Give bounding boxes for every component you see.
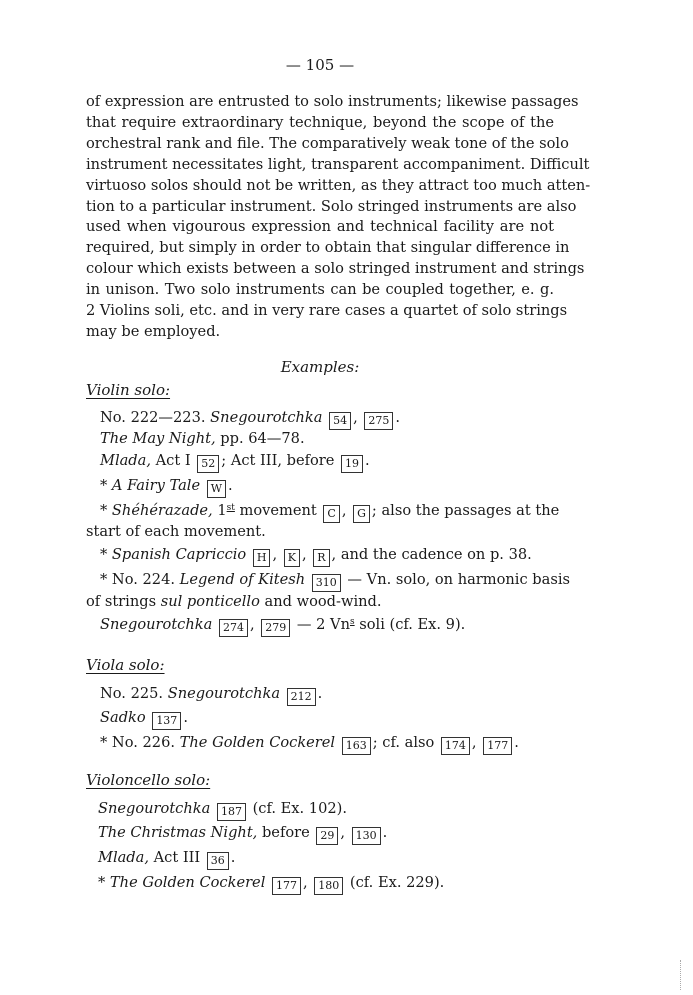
page-number: — 105 —	[285, 56, 355, 74]
work-title: Mlada,	[100, 452, 151, 469]
text: No. 222—223.	[100, 409, 206, 426]
violin-solo-heading: Violin solo:	[86, 381, 171, 399]
paragraph-line: may be employed.	[86, 322, 221, 340]
text: before	[261, 824, 310, 841]
rehearsal-number-box: 187	[217, 803, 246, 821]
viola-solo-heading: Viola solo:	[86, 656, 165, 674]
text: .	[382, 824, 388, 841]
rehearsal-number-box: 36	[207, 852, 229, 870]
example-line-continuation: start of each movement.	[86, 523, 266, 540]
example-line	[100, 571, 570, 592]
work-title: * A Fairy Tale	[100, 477, 201, 494]
rehearsal-number-box: 52	[197, 455, 219, 473]
example-line	[100, 502, 559, 523]
paragraph-line: orchestral rank and file. The comparatively weak tone of the solo	[86, 134, 569, 152]
rehearsal-letter-box: C	[323, 505, 339, 523]
example-line	[100, 452, 370, 473]
text: ,	[249, 616, 255, 633]
work-title: Snegourotchka	[100, 616, 213, 633]
paragraph-line: virtuoso solos should not be written, as they attract too much atten-	[86, 176, 591, 194]
rehearsal-number-box: 163	[342, 737, 371, 755]
text: ; also the passages at the	[371, 502, 560, 519]
example-line	[98, 849, 235, 870]
work-title: Snegourotchka	[98, 800, 211, 817]
work-title: * Shéhérazade,	[100, 502, 213, 519]
rehearsal-number-box: 310	[312, 574, 341, 592]
text: pp. 64—78.	[220, 430, 305, 447]
text: * No. 224.	[100, 571, 176, 588]
example-line	[98, 824, 387, 845]
paragraph-line: required, but simply in order to obtain that singular difference in	[86, 239, 570, 257]
example-line	[100, 430, 305, 447]
paragraph-line: in unison. Two solo instruments can be coupled together, e. g.	[86, 281, 554, 299]
text: .	[514, 734, 519, 751]
work-title: Mlada,	[98, 849, 149, 866]
example-line	[100, 685, 322, 706]
text: No. 225.	[100, 685, 164, 702]
paragraph-line: 2 Violins soli, etc. and in very rare cases a quartet of solo strings	[86, 302, 568, 320]
rehearsal-letter-box: R	[313, 549, 329, 567]
text: * No. 226.	[100, 734, 176, 751]
text: ,	[353, 409, 358, 426]
text: .	[365, 452, 370, 469]
rehearsal-number-box: 180	[314, 877, 343, 895]
work-title: The May Night,	[100, 430, 216, 447]
paragraph-line: used when vigourous expression and technical facility are not	[86, 218, 554, 236]
rehearsal-number-box: 279	[261, 619, 290, 637]
text: (cf. Ex. 102).	[252, 800, 347, 817]
example-line	[100, 477, 233, 498]
example-line	[100, 709, 188, 730]
text: ,	[303, 874, 308, 891]
work-title: * Spanish Capriccio	[100, 546, 247, 563]
text: .	[317, 685, 323, 702]
text: of strings	[86, 593, 157, 610]
text: ,	[341, 502, 347, 519]
rehearsal-number-box: 54	[329, 412, 351, 430]
example-line	[100, 546, 532, 567]
rehearsal-number-box: 212	[287, 688, 316, 706]
rehearsal-letter-box: G	[353, 505, 370, 523]
rehearsal-number-box: 130	[352, 827, 381, 845]
technique-term: sul ponticello	[160, 593, 260, 610]
violoncello-solo-heading: Violoncello solo:	[86, 771, 211, 789]
examples-heading: Examples:	[280, 358, 360, 376]
text: ,	[471, 734, 477, 751]
text: .	[230, 849, 236, 866]
text: soli (cf. Ex. 9).	[359, 616, 466, 633]
text: — 2 Vn	[296, 616, 350, 633]
rehearsal-number-box: 177	[483, 737, 512, 755]
rehearsal-letter-box: K	[284, 549, 300, 567]
rehearsal-letter-box: W	[207, 480, 226, 498]
rehearsal-number-box: 275	[364, 412, 393, 430]
text: — Vn. solo, on harmonic basis	[347, 571, 570, 588]
rehearsal-letter-box: H	[253, 549, 271, 567]
text: .	[183, 709, 188, 726]
text: (cf. Ex. 229).	[349, 874, 445, 891]
rehearsal-number-box: 19	[341, 455, 363, 473]
paragraph-line: that require extraordinary technique, beyond the scope of the	[86, 113, 554, 131]
work-title: Legend of Kitesh	[179, 571, 306, 588]
superscript: s	[349, 617, 355, 627]
rehearsal-number-box: 174	[441, 737, 470, 755]
example-line	[98, 874, 444, 895]
paragraph-line: instrument necessitates light, transparent accompaniment. Difficult	[86, 155, 590, 173]
text: Act III	[153, 849, 201, 866]
paragraph-line: of expression are entrusted to solo instruments; likewise passages	[86, 93, 579, 110]
work-title: The Golden Cockerel	[179, 734, 336, 751]
example-line	[98, 800, 347, 821]
text: ,	[272, 546, 278, 563]
work-title: Snegourotchka	[210, 409, 323, 426]
example-line	[100, 734, 519, 755]
text: movement	[239, 502, 317, 519]
text: .	[395, 409, 401, 426]
work-title: Snegourotchka	[167, 685, 281, 702]
example-line	[100, 616, 465, 637]
text: ,	[340, 824, 346, 841]
page-edge-mark	[680, 960, 683, 990]
text: Act I	[155, 452, 191, 469]
rehearsal-number-box: 137	[152, 712, 181, 730]
rehearsal-number-box: 274	[219, 619, 248, 637]
text: ,	[301, 546, 307, 563]
text: .	[228, 477, 233, 494]
text: ; Act III, before	[221, 452, 335, 469]
work-title: Sadko	[100, 709, 146, 726]
example-line-continuation	[86, 593, 382, 610]
superscript: st	[226, 503, 235, 513]
text: ; cf. also	[372, 734, 435, 751]
text: , and the cadence on p. 38.	[331, 546, 532, 563]
body-paragraph	[86, 92, 591, 343]
example-line	[100, 409, 400, 430]
rehearsal-number-box: 177	[272, 877, 301, 895]
rehearsal-number-box: 29	[316, 827, 338, 845]
work-title: The Christmas Night,	[98, 824, 258, 841]
paragraph-line: colour which exists between a solo stringed instrument and strings	[86, 260, 585, 278]
text: and wood-wind.	[264, 593, 382, 610]
paragraph-line: tion to a particular instrument. Solo stringed instruments are also	[86, 197, 577, 215]
text: 1	[217, 502, 227, 519]
work-title: * The Golden Cockerel	[98, 874, 266, 891]
